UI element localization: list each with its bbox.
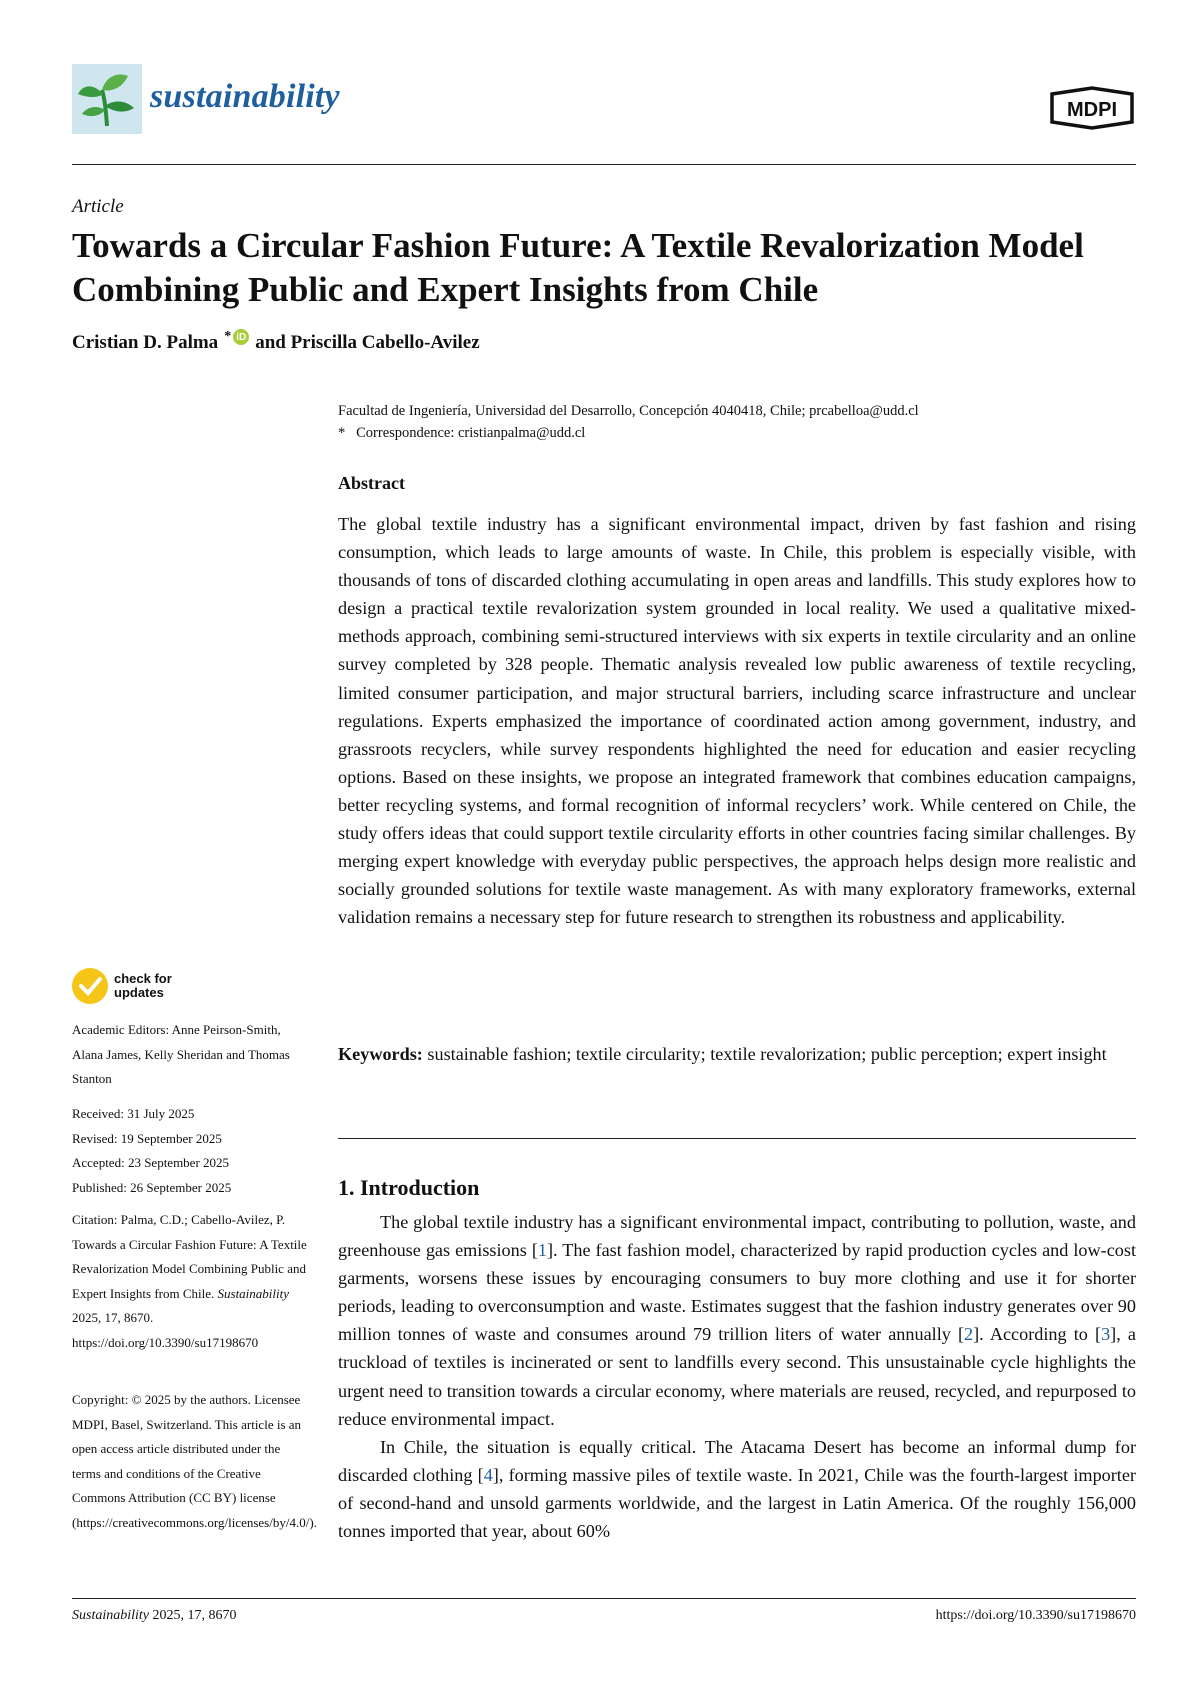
keywords-text: sustainable fashion; textile circularity; textile revalorization; public perception; expert insight (427, 1044, 1107, 1064)
published-date: Published: 26 September 2025 (72, 1179, 232, 1195)
mdpi-logo[interactable] (1046, 86, 1138, 135)
correspondence-text[interactable]: Correspondence: cristianpalma@udd.cl (356, 425, 586, 441)
article-type: Article (72, 196, 124, 217)
journal-name[interactable]: sustainability (150, 78, 340, 115)
check-updates-line1: check for (114, 971, 172, 986)
citation-link[interactable]: 1 (537, 1240, 547, 1261)
correspondence-star: * (338, 425, 346, 441)
footer-rule (72, 1598, 1136, 1599)
orcid-icon[interactable]: iD (233, 329, 249, 345)
correspondence-line (338, 422, 919, 444)
check-for-updates[interactable] (72, 968, 172, 1004)
citation-doi[interactable]: 2025, 17, 8670. https://doi.org/10.3390/su17198670 (72, 1310, 259, 1350)
section-heading: 1. Introduction (338, 1175, 480, 1200)
mdpi-logo-text: MDPI (1067, 99, 1117, 121)
citation-link[interactable]: 2 (964, 1324, 974, 1345)
introduction-body (338, 1208, 1136, 1545)
paragraph: In Chile, the situation is equally critical. The Atacama Desert has become an informal dump for discarded clothing [4], forming massive piles of textile waste. In 2021, Chile was the fourth-largest importer of second-hand and unsold garments worldwide, and the largest in Latin America. Of the roughly 156,000 tonnes imported that year, about 60% (338, 1436, 1136, 1542)
citation-block (72, 1208, 312, 1355)
keywords-label: Keywords: (338, 1044, 423, 1064)
dates (72, 1102, 312, 1200)
abstract-heading: Abstract (338, 473, 405, 493)
correspondence-mark: * (224, 329, 232, 344)
author-second[interactable]: and Priscilla Cabello-Avilez (255, 332, 480, 353)
check-icon (72, 968, 108, 1004)
citation-link[interactable]: 4 (483, 1464, 493, 1485)
author-first[interactable]: Cristian D. Palma (72, 332, 219, 353)
affiliation (338, 400, 919, 444)
citation-text: Citation: Palma, C.D.; Cabello-Avilez, P. Towards a Circular Fashion Future: A Textile Revalorization Model Combining Public and Expert Insights from Chile. (72, 1212, 307, 1301)
revised-date: Revised: 19 September 2025 (72, 1130, 222, 1146)
keywords (338, 1040, 1136, 1069)
academic-editors: Academic Editors: Anne Peirson-Smith, Alana James, Kelly Sheridan and Thomas Stanton (72, 1022, 290, 1086)
abstract-rule (338, 1138, 1136, 1139)
article-title: Towards a Circular Fashion Future: A Textile Revalorization Model Combining Public and Expert Insights from Chile (72, 226, 1084, 309)
received-date: Received: 31 July 2025 (72, 1106, 195, 1121)
footer-journal: Sustainability (72, 1608, 149, 1623)
citation-journal: Sustainability (217, 1285, 290, 1301)
affiliation-line: Facultad de Ingeniería, Universidad del Desarrollo, Concepción 4040418, Chile; prcabelloa@udd.cl (338, 403, 919, 419)
header-rule (72, 164, 1136, 165)
footer-citation (72, 1608, 237, 1624)
citation-link[interactable]: 3 (1101, 1324, 1111, 1345)
check-updates-line2: updates (114, 985, 164, 1000)
copyright-block: Copyright: © 2025 by the authors. Licensee MDPI, Basel, Switzerland. This article is an open access article distributed under the terms and conditions of the Creative Commons Attribution (CC BY) license (https://creativecommons.org/licenses/by/4.0/). (72, 1392, 317, 1530)
accepted-date: Accepted: 23 September 2025 (72, 1155, 230, 1170)
journal-logo (72, 64, 142, 134)
sprout-icon (72, 64, 142, 134)
footer-issue: 2025, 17, 8670 (152, 1608, 237, 1623)
paragraph: The global textile industry has a significant environmental impact, contributing to pollution, waste, and greenhouse gas emissions [1]. The fast fashion model, characterized by rapid production cycles and low-cost garments, worsens these issues by encouraging consumers to buy more clothing and use it for shorter periods, leading to overconsumption and waste. Estimates suggest that the fashion industry generates over 90 million tonnes of waste and consumes around 79 trillion liters of water annually [2]. According to [3], a truckload of textiles is incinerated or sent to landfills every second. This unsustainable cycle highlights the urgent need to transition towards a circular economy, where materials are reused, recycled, and repurposed to reduce environmental impact. (338, 1212, 1136, 1429)
abstract-text: The global textile industry has a significant environmental impact, driven by fast fashion and rising consumption, which leads to large amounts of waste. In Chile, this problem is especially visible, with thousands of tons of discarded clothing accumulating in open areas and landfills. This study explores how to design a practical textile revalorization system grounded in local reality. We used a qualitative mixed-methods approach, combining semi-structured interviews with six experts in textile circularity and an online survey completed by 328 people. Thematic analysis revealed low public awareness of textile recycling, limited consumer participation, and major structural barriers, including scarce infrastructure and unclear regulations. Experts emphasized the importance of coordinated action among government, industry, and grassroots recyclers, while survey respondents highlighted the need for education and easier recycling options. Based on these insights, we propose an integrated framework that combines education campaigns, better recycling systems, and formal recognition of informal recyclers’ work. While centered on Chile, the study offers ideas that could support textile circularity efforts in other countries facing similar challenges. By merging expert knowledge with everyday public perspectives, the approach helps design more realistic and socially grounded solutions for textile waste management. As with many exploratory frameworks, external validation remains a necessary step for future research to strengthen its robustness and applicability. (338, 514, 1136, 928)
authors (72, 329, 480, 354)
footer-doi[interactable]: https://doi.org/10.3390/su17198670 (935, 1608, 1136, 1623)
